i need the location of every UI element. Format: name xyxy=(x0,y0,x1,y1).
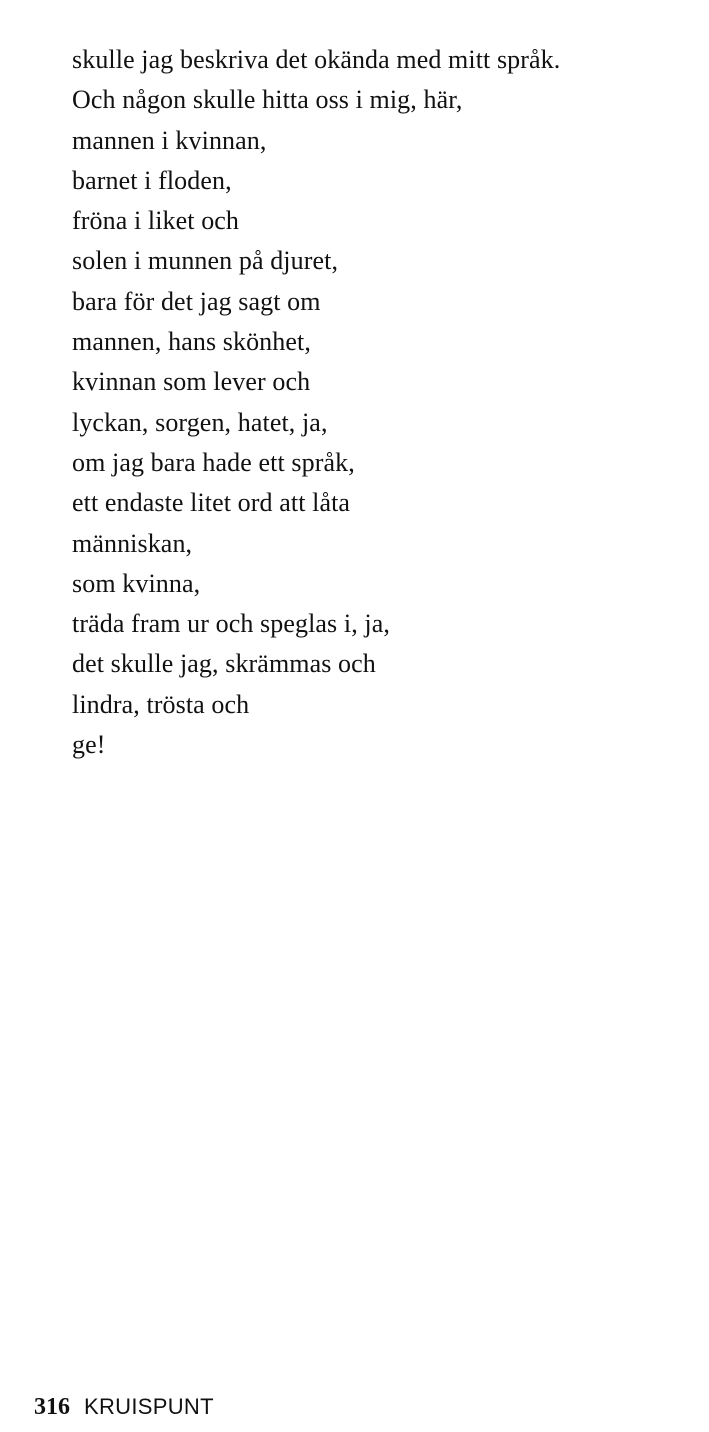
poem-text xyxy=(72,40,702,765)
poem-line: skulle jag beskriva det okända med mitt språk. xyxy=(72,45,561,74)
poem-line: mannen i kvinnan, xyxy=(72,125,267,155)
poem-line: människan, xyxy=(72,528,193,558)
poem-line: ge! xyxy=(72,730,106,760)
page-footer xyxy=(34,1391,214,1423)
poem-line: det skulle jag, skrämmas och xyxy=(72,649,376,679)
poem-line: solen i munnen på djuret, xyxy=(72,246,339,276)
poem-line: fröna i liket och xyxy=(72,206,240,236)
page-number: 316 xyxy=(34,1394,70,1420)
poem-line: om jag bara hade ett språk, xyxy=(72,447,355,477)
poem-line: lyckan, sorgen, hatet, ja, xyxy=(72,407,328,437)
poem-line: kvinnan som lever och xyxy=(72,367,311,397)
journal-name: KRUISPUNT xyxy=(84,1394,214,1419)
poem-line: Och någon skulle hitta oss i mig, här, xyxy=(72,85,463,115)
poem-line: mannen, hans skönhet, xyxy=(72,327,311,357)
poem-line: som kvinna, xyxy=(72,568,201,598)
poem-line: barnet i floden, xyxy=(72,165,232,195)
poem-line: lindra, trösta och xyxy=(72,689,250,719)
poem-line: bara för det jag sagt om xyxy=(72,286,321,316)
poem-line: ett endaste litet ord att låta xyxy=(72,488,351,518)
poem-line: träda fram ur och speglas i, ja, xyxy=(72,609,390,639)
